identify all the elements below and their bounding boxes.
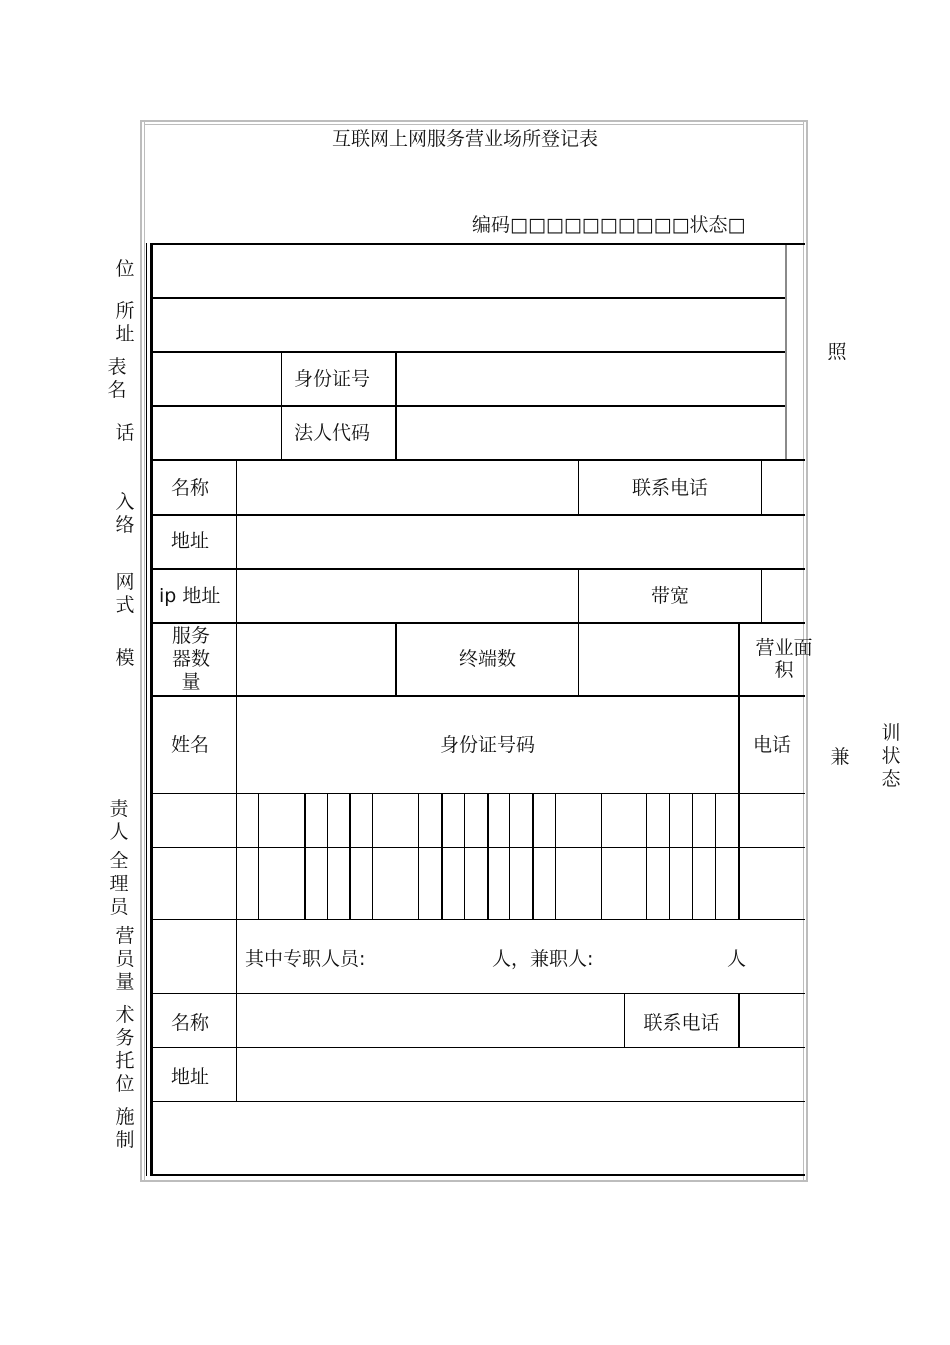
side-label-access: 入络 [115,491,135,536]
digit-grid-6 [418,793,419,920]
rule-10 [150,793,805,794]
side-label-phone: 话 [115,422,135,444]
rule-7 [150,568,805,570]
rule-8 [150,622,805,624]
rule-12 [150,919,805,920]
label-ip-address: ip 地址 [159,585,221,607]
rule-14 [150,1047,805,1048]
digit-grid-14 [646,793,647,920]
vrule-r3-a [281,351,282,461]
digit-grid-7 [441,793,443,920]
form-title: 互联网上网服务营业场所登记表 [331,128,598,150]
digit-grid-10 [509,793,510,920]
rule-13 [150,993,805,994]
digit-grid-3 [327,793,328,920]
side-label-address: 所址 [115,300,135,345]
right-label-training-status: 训状态 [881,722,901,790]
right-label-part-time: 兼 [830,746,850,768]
rule-1 [150,243,805,245]
digit-grid-12 [555,793,556,920]
side-label-staff-count: 营员量 [115,925,135,993]
label-tech-name: 名称 [171,1012,210,1034]
digit-grid-5 [372,793,373,920]
label-tech-address: 地址 [171,1066,210,1088]
label-isp-name: 名称 [171,477,210,499]
digit-grid-4 [349,793,351,920]
side-label-scale: 模 [115,647,135,669]
label-staff-summary-b: 人，兼职人: [492,948,594,970]
side-label-unit: 位 [115,258,135,280]
label-staff-phone: 电话 [753,734,792,756]
label-staff-name: 姓名 [171,734,210,756]
digit-grid-11 [532,793,534,920]
label-staff-id-number: 身份证号码 [439,734,535,756]
form-code-line: 编码□□□□□□□□□□状态□ [472,214,746,236]
rule-4 [150,405,785,407]
side-label-facilities: 施制 [115,1106,135,1151]
side-label-security-manager: 全理员 [109,850,129,918]
label-isp-address: 地址 [171,530,210,552]
label-server-count: 服务器数量 [171,625,210,693]
vrule-r8-b [738,622,740,697]
table-left-border-outer [146,243,147,1176]
vrule-r5-a [236,459,237,697]
label-isp-phone: 联系电话 [631,477,708,499]
top-block-right-border [785,243,787,460]
rule-11 [150,847,805,848]
rule-6 [150,514,805,516]
vrule-r3-b [395,351,397,461]
label-terminal-count: 终端数 [458,648,516,670]
table-left-border [150,243,153,1176]
frame-top-inner [144,124,804,125]
digit-grid-15 [669,793,670,920]
label-bandwidth: 带宽 [650,585,689,607]
frame-top [140,120,808,122]
label-id-number: 身份证号 [294,368,371,390]
rule-5 [150,459,805,461]
digit-grid-13 [601,793,602,920]
frame-bottom [140,1180,808,1182]
rule-9 [150,695,805,697]
side-label-representative: 表名 [107,356,127,401]
digit-grid-17 [715,793,716,920]
label-legal-code: 法人代码 [294,422,371,444]
digit-grid-1 [258,793,259,920]
digit-grid-8 [464,793,465,920]
vrule-r5-c [761,459,762,515]
label-staff-summary-c: 人 [727,948,747,970]
vrule-tech-c [738,993,740,1048]
label-business-area: 营业面积 [755,637,813,681]
digit-grid-2 [304,793,306,920]
frame-left [140,120,142,1182]
digit-grid-9 [487,793,489,920]
label-tech-phone: 联系电话 [643,1012,720,1034]
rule-16 [150,1174,805,1176]
rule-2 [150,297,785,299]
side-label-tech-service: 术务托位 [115,1004,135,1095]
vrule-r7-c [761,568,762,624]
rule-3 [150,351,785,353]
vrule-staff-phone [738,695,740,920]
right-label-photo: 照 [827,341,847,363]
vrule-tech-a [236,993,237,1102]
label-staff-summary-a: 其中专职人员: [245,948,366,970]
frame-left-inner [144,122,145,1180]
digit-grid-16 [692,793,693,920]
rule-15 [150,1101,805,1102]
side-label-network: 网式 [115,571,135,616]
side-label-person-in-charge: 责人 [109,798,129,843]
